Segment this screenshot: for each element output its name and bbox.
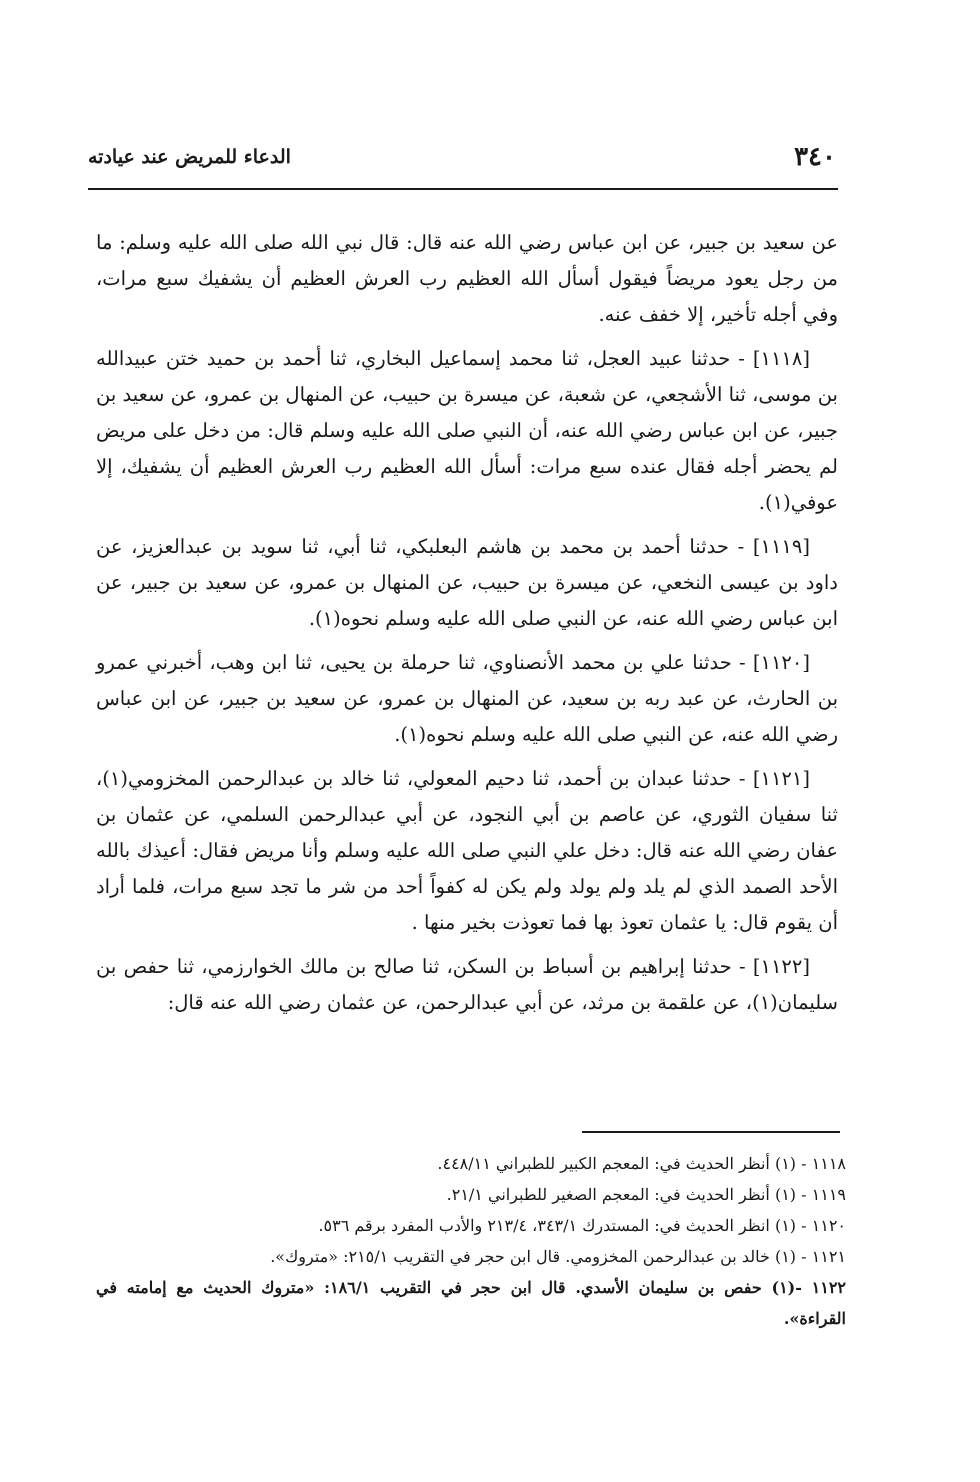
- hadith-1121: [١١٢١] - حدثنا عبدان بن أحمد، ثنا دحيم المعولي، ثنا خالد بن عبدالرحمن المخزومي(١)، ثنا سفيان الثوري، عن عاصم بن أبي النجود، عن أبي عبدالرحمن السلمي، عن عثمان بن عفان رضي الله عنه قال: دخل علي النبي صلى الله عليه وسلم وأنا مريض فقال: أعيذك بالله الأحد الصمد الذي لم يلد ولم يولد ولم يكن له كفواً أحد من شر ما تجد سبع مرات، فلما أراد أن يقوم قال: يا عثمان تعوذ بها فما تعوذت بخير منها .: [96, 767, 838, 934]
- hadith-1122: [١١٢٢] - حدثنا إبراهيم بن أسباط بن السكن، ثنا صالح بن مالك الخوارزمي، ثنا حفص بن سليمان(١)، عن علقمة بن مرثد، عن أبي عبدالرحمن، عن عثمان رضي الله عنه قال:: [96, 955, 838, 1014]
- page-header: [88, 140, 836, 180]
- footnote-1121: ١١٢١ - (١) خالد بن عبدالرحمن المخزومي. قال ابن حجر في التقريب ٢١٥/١: «متروك».: [270, 1247, 846, 1266]
- paragraph-continuation: عن سعيد بن جبير، عن ابن عباس رضي الله عنه قال: قال نبي الله صلى الله عليه وسلم: ما من رجل يعود مريضاً فيقول أسأل الله العظيم رب العرش العظيم أن يشفيك سبع مرات، وفي أجله تأخير، إلا خفف عنه.: [96, 231, 838, 326]
- hadith-1120: [١١٢٠] - حدثنا علي بن محمد الأنصناوي، ثنا حرملة بن يحيى، ثنا ابن وهب، أخبرني عمرو بن الحارث، عن عبد ربه بن سعيد، عن المنهال بن عمرو، عن سعيد بن جبير، عن ابن عباس رضي الله عنه، عن النبي صلى الله عليه وسلم نحوه(١).: [96, 651, 838, 746]
- footnotes: [96, 1148, 846, 1334]
- footnote-1120: ١١٢٠ - (١) انظر الحديث في: المستدرك ٣٤٣/١، ٢١٣/٤ والأدب المفرد برقم ٥٣٦.: [318, 1216, 846, 1235]
- footnote-1119: ١١١٩ - (١) أنظر الحديث في: المعجم الصغير للطبراني ٢١/١.: [446, 1185, 846, 1204]
- footnote-divider: [582, 1131, 840, 1133]
- main-text: [96, 225, 838, 1029]
- footnote-1122: ١١٢٢ -(١) حفص بن سليمان الأسدي. قال ابن حجر في التقريب ١٨٦/١: «متروك الحديث مع إمامته في القراءة».: [96, 1278, 847, 1328]
- header-divider: [88, 188, 838, 190]
- hadith-1118: [١١١٨] - حدثنا عبيد العجل، ثنا محمد إسماعيل البخاري، ثنا أحمد بن حميد ختن عبيدالله بن موسى، ثنا الأشجعي، عن شعبة، عن ميسرة بن حبيب، عن المنهال بن عمرو، عن سعيد بن جبير، عن ابن عباس رضي الله عنه، أن النبي صلى الله عليه وسلم قال: من دخل على مريض لم يحضر أجله فقال عنده سبع مرات: أسأل الله العظيم رب العرش العظيم أن يشفيك، إلا عوفي(١).: [96, 347, 838, 514]
- running-title: الدعاء للمريض عند عيادته: [88, 146, 291, 168]
- page-number: ٣٤٠: [794, 142, 836, 172]
- footnote-1118: ١١١٨ - (١) أنظر الحديث في: المعجم الكبير للطبراني ٤٤٨/١١.: [437, 1154, 846, 1173]
- hadith-1119: [١١١٩] - حدثنا أحمد بن محمد بن هاشم البعلبكي، ثنا أبي، ثنا سويد بن عبدالعزيز، عن داود بن عيسى النخعي، عن ميسرة بن حبيب، عن المنهال بن عمرو، عن سعيد بن جبير، عن ابن عباس رضي الله عنه، عن النبي صلى الله عليه وسلم نحوه(١).: [96, 535, 838, 630]
